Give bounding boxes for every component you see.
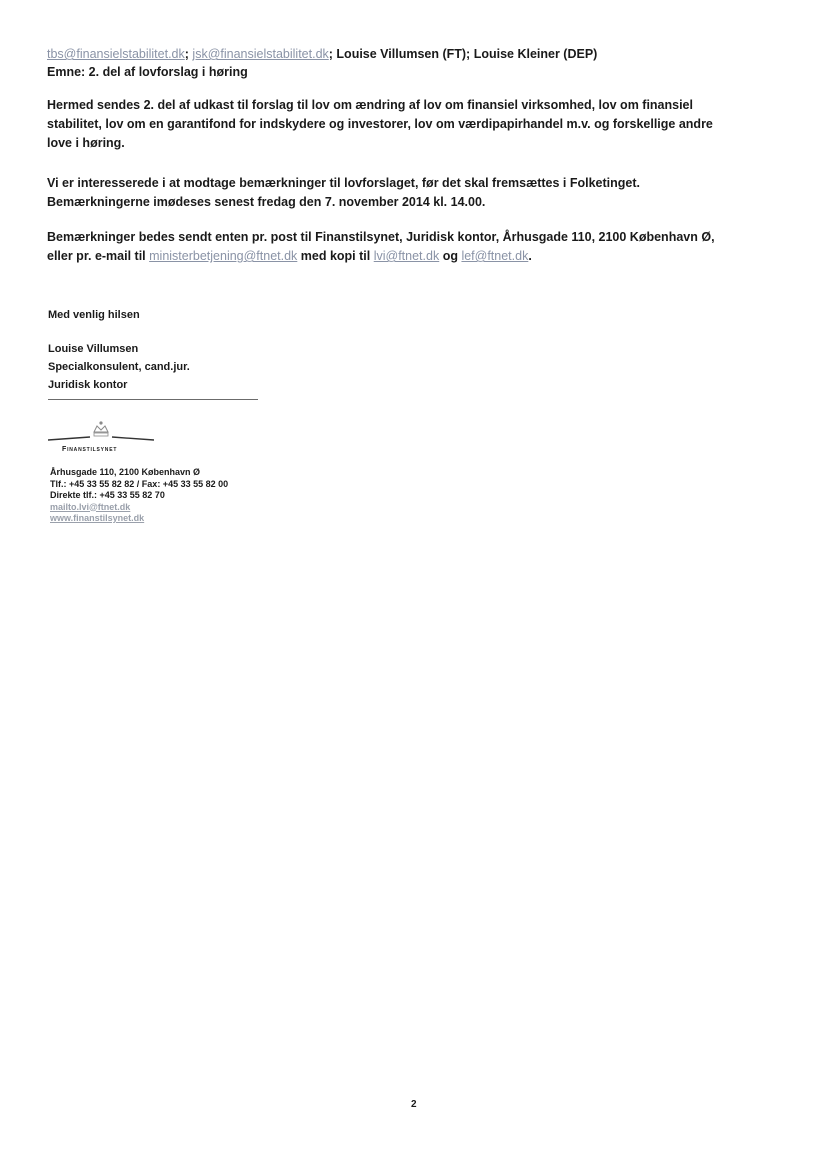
finanstilsynet-logo (48, 418, 154, 456)
signature-divider (48, 399, 258, 400)
recipient-separator: ; (184, 47, 189, 61)
lvi-email-link[interactable]: lvi@ftnet.dk (373, 249, 440, 263)
signature-name: Louise Villumsen (48, 343, 139, 355)
page-number: 2 (411, 1099, 417, 1110)
contact-block (50, 467, 228, 525)
paragraph-line: stabilitet, lov om en garantifond for indskydere og investorer, lov om værdipapirhandel m.v. og forskellige andre (47, 117, 713, 131)
paragraph-line: Vi er interesserede i at modtage bemærkninger til lovforslaget, før det skal fremsættes i Folketinget. (47, 176, 640, 190)
paragraph-text: og (439, 249, 462, 263)
closing-greeting: Med venlig hilsen (48, 309, 140, 321)
contact-direct-phone: Direkte tlf.: +45 33 55 82 70 (50, 490, 165, 500)
body-paragraph (47, 228, 715, 266)
paragraph-text: med kopi til (297, 249, 374, 263)
contact-address: Århusgade 110, 2100 København Ø (50, 467, 201, 477)
subject-value: 2. del af lovforslag i høring (85, 65, 248, 79)
lef-email-link[interactable]: lef@ftnet.dk (461, 249, 529, 263)
contact-phone-fax: Tlf.: +45 33 55 82 82 / Fax: +45 33 55 82 00 (50, 478, 229, 489)
ministerbetjening-email-link[interactable]: ministerbetjening@ftnet.dk (149, 249, 298, 263)
paragraph-line: love i høring. (47, 136, 125, 150)
paragraph-text: . (528, 249, 532, 263)
paragraph-line (47, 247, 715, 266)
paragraph-text: eller pr. e-mail til (47, 249, 150, 263)
contact-mail-link[interactable]: mailto.lvi@ftnet.dk (50, 501, 131, 512)
recipient-email-link[interactable]: tbs@finansielstabilitet.dk (47, 47, 185, 61)
signature-title: Specialkonsulent, cand.jur. (48, 361, 190, 373)
body-paragraph (47, 174, 640, 212)
logo-text: Finanstilsynet (62, 446, 118, 453)
signature-block (48, 340, 190, 394)
subject-label: Emne: (47, 65, 86, 79)
crown-logo-icon (48, 418, 154, 448)
contact-web-link[interactable]: www.finanstilsynet.dk (50, 513, 145, 523)
signature-department: Juridisk kontor (48, 379, 128, 391)
paragraph-line: Bemærkningerne imødeses senest fredag den 7. november 2014 kl. 14.00. (47, 195, 486, 209)
recipients-line (47, 45, 597, 64)
body-paragraph (47, 96, 713, 153)
recipient-email-link[interactable]: jsk@finansielstabilitet.dk (192, 47, 329, 61)
paragraph-line: Bemærkninger bedes sendt enten pr. post til Finanstilsynet, Juridisk kontor, Århusgade 110, 2100 København Ø, (47, 230, 715, 244)
recipients-rest: ; Louise Villumsen (FT); Louise Kleiner (DEP) (328, 47, 598, 61)
paragraph-line: Hermed sendes 2. del af udkast til forslag til lov om ændring af lov om finansiel virksomhed, lov om finansiel (47, 98, 693, 112)
subject-line (47, 63, 248, 82)
